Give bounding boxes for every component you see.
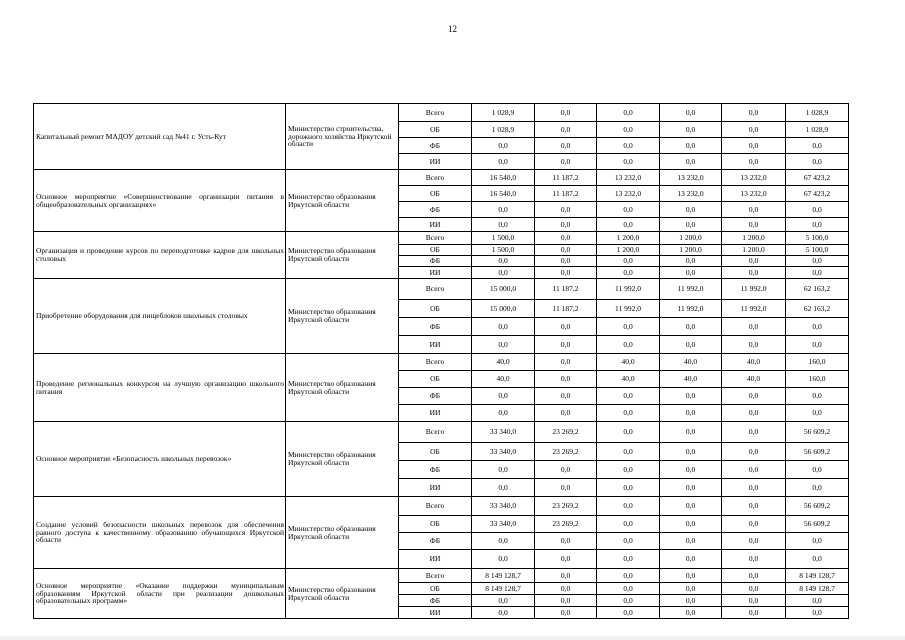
amount-cell: 0,0 (660, 405, 722, 422)
funding-source-cell: Всего (399, 354, 472, 371)
amount-cell: 0,0 (472, 388, 535, 405)
amount-cell: 0,0 (597, 267, 660, 279)
amount-cell: 0,0 (597, 461, 660, 479)
amount-cell: 0,0 (535, 354, 597, 371)
amount-cell: 11 992,0 (660, 300, 722, 318)
amount-cell: 0,0 (660, 497, 722, 516)
amount-cell: 0,0 (722, 256, 786, 267)
amount-cell: 0,0 (472, 154, 535, 170)
amount-cell: 13 232,0 (722, 170, 786, 186)
amount-cell: 0,0 (722, 202, 786, 218)
amount-cell: 1 200,0 (660, 245, 722, 256)
amount-cell: 0,0 (660, 336, 722, 354)
amount-cell: 0,0 (535, 569, 597, 583)
amount-cell: 0,0 (660, 516, 722, 533)
table-row (34, 497, 849, 516)
amount-cell: 56 609,2 (786, 497, 849, 516)
funding-source-cell: ИИ (399, 550, 472, 569)
amount-cell: 0,0 (660, 583, 722, 595)
amount-cell: 0,0 (597, 104, 660, 122)
amount-cell: 0,0 (722, 267, 786, 279)
amount-cell: 0,0 (722, 607, 786, 619)
funding-source-cell: ИИ (399, 607, 472, 619)
amount-cell: 0,0 (722, 218, 786, 232)
amount-cell: 13 232,0 (597, 186, 660, 202)
amount-cell: 0,0 (660, 218, 722, 232)
amount-cell: 0,0 (535, 405, 597, 422)
amount-cell: 0,0 (660, 461, 722, 479)
amount-cell: 0,0 (722, 336, 786, 354)
amount-cell: 11 187,2 (535, 186, 597, 202)
amount-cell: 0,0 (597, 595, 660, 607)
amount-cell: 0,0 (472, 595, 535, 607)
amount-cell: 0,0 (660, 533, 722, 550)
funding-source-cell: Всего (399, 422, 472, 443)
amount-cell: 0,0 (597, 318, 660, 336)
amount-cell: 40,0 (722, 354, 786, 371)
amount-cell: 0,0 (472, 138, 535, 154)
funding-source-cell: ОБ (399, 443, 472, 461)
amount-cell: 0,0 (597, 256, 660, 267)
amount-cell: 0,0 (786, 479, 849, 497)
amount-cell: 0,0 (472, 336, 535, 354)
amount-cell: 0,0 (786, 138, 849, 154)
funding-source-cell: ФБ (399, 256, 472, 267)
activity-name-cell: Капитальный ремонт МАДОУ детский сад №41 г. Усть-Кут (34, 104, 286, 170)
amount-cell: 0,0 (535, 104, 597, 122)
amount-cell: 0,0 (535, 267, 597, 279)
amount-cell: 0,0 (786, 202, 849, 218)
amount-cell: 0,0 (597, 388, 660, 405)
funding-source-cell: Всего (399, 232, 472, 245)
page-number: 12 (448, 24, 457, 34)
amount-cell: 0,0 (722, 388, 786, 405)
amount-cell: 0,0 (535, 256, 597, 267)
amount-cell: 67 423,2 (786, 186, 849, 202)
amount-cell: 0,0 (597, 550, 660, 569)
responsible-cell: Министерство образования Иркутской области (286, 354, 399, 422)
amount-cell: 0,0 (597, 607, 660, 619)
amount-cell: 1 200,0 (597, 232, 660, 245)
amount-cell: 0,0 (597, 533, 660, 550)
funding-source-cell: ФБ (399, 318, 472, 336)
amount-cell: 0,0 (597, 443, 660, 461)
amount-cell: 0,0 (472, 267, 535, 279)
funding-source-cell: ИИ (399, 336, 472, 354)
amount-cell: 0,0 (597, 154, 660, 170)
amount-cell: 1 028,9 (786, 122, 849, 138)
amount-cell: 0,0 (472, 533, 535, 550)
amount-cell: 0,0 (535, 479, 597, 497)
amount-cell: 0,0 (786, 607, 849, 619)
responsible-cell: Министерство строительства, дорожного хозяйства Иркутской области (286, 104, 399, 170)
amount-cell: 0,0 (786, 405, 849, 422)
amount-cell: 0,0 (535, 533, 597, 550)
amount-cell: 8 149 128,7 (472, 569, 535, 583)
funding-source-cell: ОБ (399, 122, 472, 138)
amount-cell: 0,0 (535, 607, 597, 619)
amount-cell: 33 340,0 (472, 516, 535, 533)
amount-cell: 5 100,0 (786, 245, 849, 256)
amount-cell: 0,0 (722, 569, 786, 583)
amount-cell: 0,0 (535, 550, 597, 569)
amount-cell: 0,0 (535, 154, 597, 170)
amount-cell: 0,0 (660, 154, 722, 170)
funding-source-cell: ФБ (399, 595, 472, 607)
amount-cell: 0,0 (722, 583, 786, 595)
amount-cell: 0,0 (597, 479, 660, 497)
amount-cell: 13 232,0 (660, 170, 722, 186)
amount-cell: 8 149 128,7 (786, 583, 849, 595)
funding-source-cell: ОБ (399, 516, 472, 533)
amount-cell: 11 992,0 (597, 279, 660, 300)
funding-source-cell: Всего (399, 569, 472, 583)
amount-cell: 1 200,0 (722, 245, 786, 256)
amount-cell: 0,0 (535, 583, 597, 595)
amount-cell: 0,0 (597, 569, 660, 583)
amount-cell: 0,0 (535, 218, 597, 232)
amount-cell: 0,0 (535, 232, 597, 245)
amount-cell: 40,0 (660, 371, 722, 388)
amount-cell: 0,0 (660, 104, 722, 122)
amount-cell: 0,0 (535, 245, 597, 256)
responsible-cell: Министерство образования Иркутской области (286, 170, 399, 232)
funding-source-cell: ОБ (399, 371, 472, 388)
amount-cell: 33 340,0 (472, 422, 535, 443)
amount-cell: 0,0 (722, 516, 786, 533)
amount-cell: 13 232,0 (597, 170, 660, 186)
amount-cell: 67 423,2 (786, 170, 849, 186)
amount-cell: 0,0 (660, 569, 722, 583)
amount-cell: 11 187,2 (535, 170, 597, 186)
amount-cell: 15 000,0 (472, 279, 535, 300)
amount-cell: 56 609,2 (786, 422, 849, 443)
amount-cell: 0,0 (722, 443, 786, 461)
amount-cell: 0,0 (786, 218, 849, 232)
amount-cell: 0,0 (660, 138, 722, 154)
amount-cell: 56 609,2 (786, 443, 849, 461)
amount-cell: 0,0 (660, 550, 722, 569)
amount-cell: 160,0 (786, 354, 849, 371)
amount-cell: 0,0 (535, 595, 597, 607)
activity-name-cell: Создание условий безопасности школьных перевозок для обеспечения равного доступа к качественному образованию обучающихся Иркутской области (34, 497, 286, 569)
funding-source-cell: ФБ (399, 138, 472, 154)
responsible-cell: Министерство образования Иркутской области (286, 497, 399, 569)
funding-source-cell: ФБ (399, 388, 472, 405)
amount-cell: 0,0 (660, 202, 722, 218)
amount-cell: 0,0 (472, 479, 535, 497)
funding-source-cell: ОБ (399, 186, 472, 202)
amount-cell: 0,0 (786, 336, 849, 354)
amount-cell: 0,0 (786, 388, 849, 405)
table-row (34, 569, 849, 583)
amount-cell: 0,0 (535, 336, 597, 354)
funding-source-cell: Всего (399, 279, 472, 300)
amount-cell: 0,0 (722, 422, 786, 443)
amount-cell: 11 992,0 (597, 300, 660, 318)
activity-name-cell: Основное мероприятие «Совершенствование организации питания в общеобразовательных организациях» (34, 170, 286, 232)
amount-cell: 0,0 (786, 154, 849, 170)
amount-cell: 0,0 (472, 405, 535, 422)
amount-cell: 0,0 (660, 607, 722, 619)
amount-cell: 0,0 (660, 388, 722, 405)
funding-source-cell: ИИ (399, 218, 472, 232)
amount-cell: 11 187,2 (535, 279, 597, 300)
amount-cell: 0,0 (535, 318, 597, 336)
amount-cell: 0,0 (660, 318, 722, 336)
amount-cell: 0,0 (660, 443, 722, 461)
amount-cell: 40,0 (722, 371, 786, 388)
amount-cell: 0,0 (660, 422, 722, 443)
amount-cell: 0,0 (535, 138, 597, 154)
amount-cell: 62 163,2 (786, 279, 849, 300)
amount-cell: 0,0 (597, 218, 660, 232)
responsible-cell: Министерство образования Иркутской области (286, 569, 399, 619)
amount-cell: 23 269,2 (535, 443, 597, 461)
amount-cell: 0,0 (660, 256, 722, 267)
amount-cell: 0,0 (597, 202, 660, 218)
budget-table (33, 103, 849, 619)
amount-cell: 0,0 (786, 533, 849, 550)
amount-cell: 0,0 (786, 267, 849, 279)
amount-cell: 0,0 (597, 516, 660, 533)
amount-cell: 0,0 (722, 533, 786, 550)
responsible-cell: Министерство образования Иркутской области (286, 232, 399, 279)
amount-cell: 23 269,2 (535, 516, 597, 533)
amount-cell: 40,0 (472, 354, 535, 371)
amount-cell: 0,0 (660, 122, 722, 138)
amount-cell: 0,0 (597, 405, 660, 422)
table-row (34, 170, 849, 186)
amount-cell: 0,0 (472, 218, 535, 232)
amount-cell: 5 100,0 (786, 232, 849, 245)
funding-source-cell: ИИ (399, 267, 472, 279)
amount-cell: 0,0 (722, 550, 786, 569)
amount-cell: 16 540,0 (472, 186, 535, 202)
amount-cell: 56 609,2 (786, 516, 849, 533)
amount-cell: 1 200,0 (722, 232, 786, 245)
scan-edge (0, 636, 905, 640)
table-body (34, 104, 849, 619)
amount-cell: 11 992,0 (722, 300, 786, 318)
funding-source-cell: ОБ (399, 245, 472, 256)
amount-cell: 8 149 128,7 (472, 583, 535, 595)
funding-source-cell: ОБ (399, 583, 472, 595)
amount-cell: 11 992,0 (660, 279, 722, 300)
amount-cell: 0,0 (786, 550, 849, 569)
amount-cell: 0,0 (597, 138, 660, 154)
amount-cell: 0,0 (786, 318, 849, 336)
funding-source-cell: ОБ (399, 300, 472, 318)
amount-cell: 0,0 (597, 422, 660, 443)
responsible-cell: Министерство образования Иркутской области (286, 279, 399, 354)
amount-cell: 11 992,0 (722, 279, 786, 300)
amount-cell: 0,0 (722, 154, 786, 170)
amount-cell: 0,0 (597, 122, 660, 138)
amount-cell: 1 200,0 (597, 245, 660, 256)
activity-name-cell: Основное мероприятие «Безопасность школьных перевозок» (34, 422, 286, 497)
amount-cell: 0,0 (660, 479, 722, 497)
amount-cell: 0,0 (535, 371, 597, 388)
amount-cell: 1 028,9 (472, 104, 535, 122)
amount-cell: 33 340,0 (472, 443, 535, 461)
table-row (34, 422, 849, 443)
responsible-cell: Министерство образования Иркутской области (286, 422, 399, 497)
amount-cell: 33 340,0 (472, 497, 535, 516)
amount-cell: 40,0 (472, 371, 535, 388)
amount-cell: 0,0 (597, 583, 660, 595)
amount-cell: 0,0 (786, 595, 849, 607)
amount-cell: 62 163,2 (786, 300, 849, 318)
table-row (34, 104, 849, 122)
funding-source-cell: ФБ (399, 533, 472, 550)
amount-cell: 23 269,2 (535, 497, 597, 516)
amount-cell: 11 187,2 (535, 300, 597, 318)
activity-name-cell: Приобретение оборудования для пищеблоков школьных столовых (34, 279, 286, 354)
amount-cell: 0,0 (535, 388, 597, 405)
amount-cell: 0,0 (722, 318, 786, 336)
amount-cell: 40,0 (597, 371, 660, 388)
amount-cell: 0,0 (722, 104, 786, 122)
funding-source-cell: Всего (399, 104, 472, 122)
activity-name-cell: Основное мероприятие «Оказание поддержки муниципальным образованиям Иркутской области при реализации дошкольных образовательных программ» (34, 569, 286, 619)
amount-cell: 0,0 (535, 461, 597, 479)
amount-cell: 1 200,0 (660, 232, 722, 245)
table-row (34, 232, 849, 245)
amount-cell: 0,0 (597, 336, 660, 354)
amount-cell: 0,0 (722, 497, 786, 516)
amount-cell: 0,0 (660, 595, 722, 607)
amount-cell: 0,0 (786, 461, 849, 479)
amount-cell: 1 500,0 (472, 232, 535, 245)
amount-cell: 8 149 128,7 (786, 569, 849, 583)
table-row (34, 279, 849, 300)
table-row (34, 354, 849, 371)
funding-source-cell: ИИ (399, 154, 472, 170)
amount-cell: 0,0 (472, 461, 535, 479)
amount-cell: 40,0 (597, 354, 660, 371)
amount-cell: 1 500,0 (472, 245, 535, 256)
activity-name-cell: Проведение региональных конкурсов на лучшую организацию школьного питания (34, 354, 286, 422)
amount-cell: 0,0 (722, 595, 786, 607)
funding-source-cell: ИИ (399, 479, 472, 497)
funding-source-cell: Всего (399, 497, 472, 516)
amount-cell: 0,0 (472, 318, 535, 336)
amount-cell: 0,0 (535, 202, 597, 218)
amount-cell: 0,0 (472, 256, 535, 267)
amount-cell: 16 540,0 (472, 170, 535, 186)
amount-cell: 0,0 (722, 405, 786, 422)
amount-cell: 0,0 (660, 267, 722, 279)
amount-cell: 23 269,2 (535, 422, 597, 443)
amount-cell: 0,0 (472, 202, 535, 218)
amount-cell: 0,0 (722, 122, 786, 138)
amount-cell: 0,0 (472, 550, 535, 569)
funding-source-cell: ИИ (399, 405, 472, 422)
amount-cell: 0,0 (722, 479, 786, 497)
amount-cell: 0,0 (786, 256, 849, 267)
amount-cell: 40,0 (660, 354, 722, 371)
amount-cell: 15 000,0 (472, 300, 535, 318)
amount-cell: 0,0 (597, 497, 660, 516)
funding-source-cell: ФБ (399, 202, 472, 218)
funding-source-cell: ФБ (399, 461, 472, 479)
amount-cell: 0,0 (722, 461, 786, 479)
amount-cell: 160,0 (786, 371, 849, 388)
amount-cell: 13 232,0 (660, 186, 722, 202)
amount-cell: 0,0 (722, 138, 786, 154)
amount-cell: 1 028,9 (472, 122, 535, 138)
activity-name-cell: Организация и проведение курсов по переподготовке кадров для школьных столовых (34, 232, 286, 279)
amount-cell: 13 232,0 (722, 186, 786, 202)
amount-cell: 0,0 (535, 122, 597, 138)
funding-source-cell: Всего (399, 170, 472, 186)
amount-cell: 0,0 (472, 607, 535, 619)
amount-cell: 1 028,9 (786, 104, 849, 122)
